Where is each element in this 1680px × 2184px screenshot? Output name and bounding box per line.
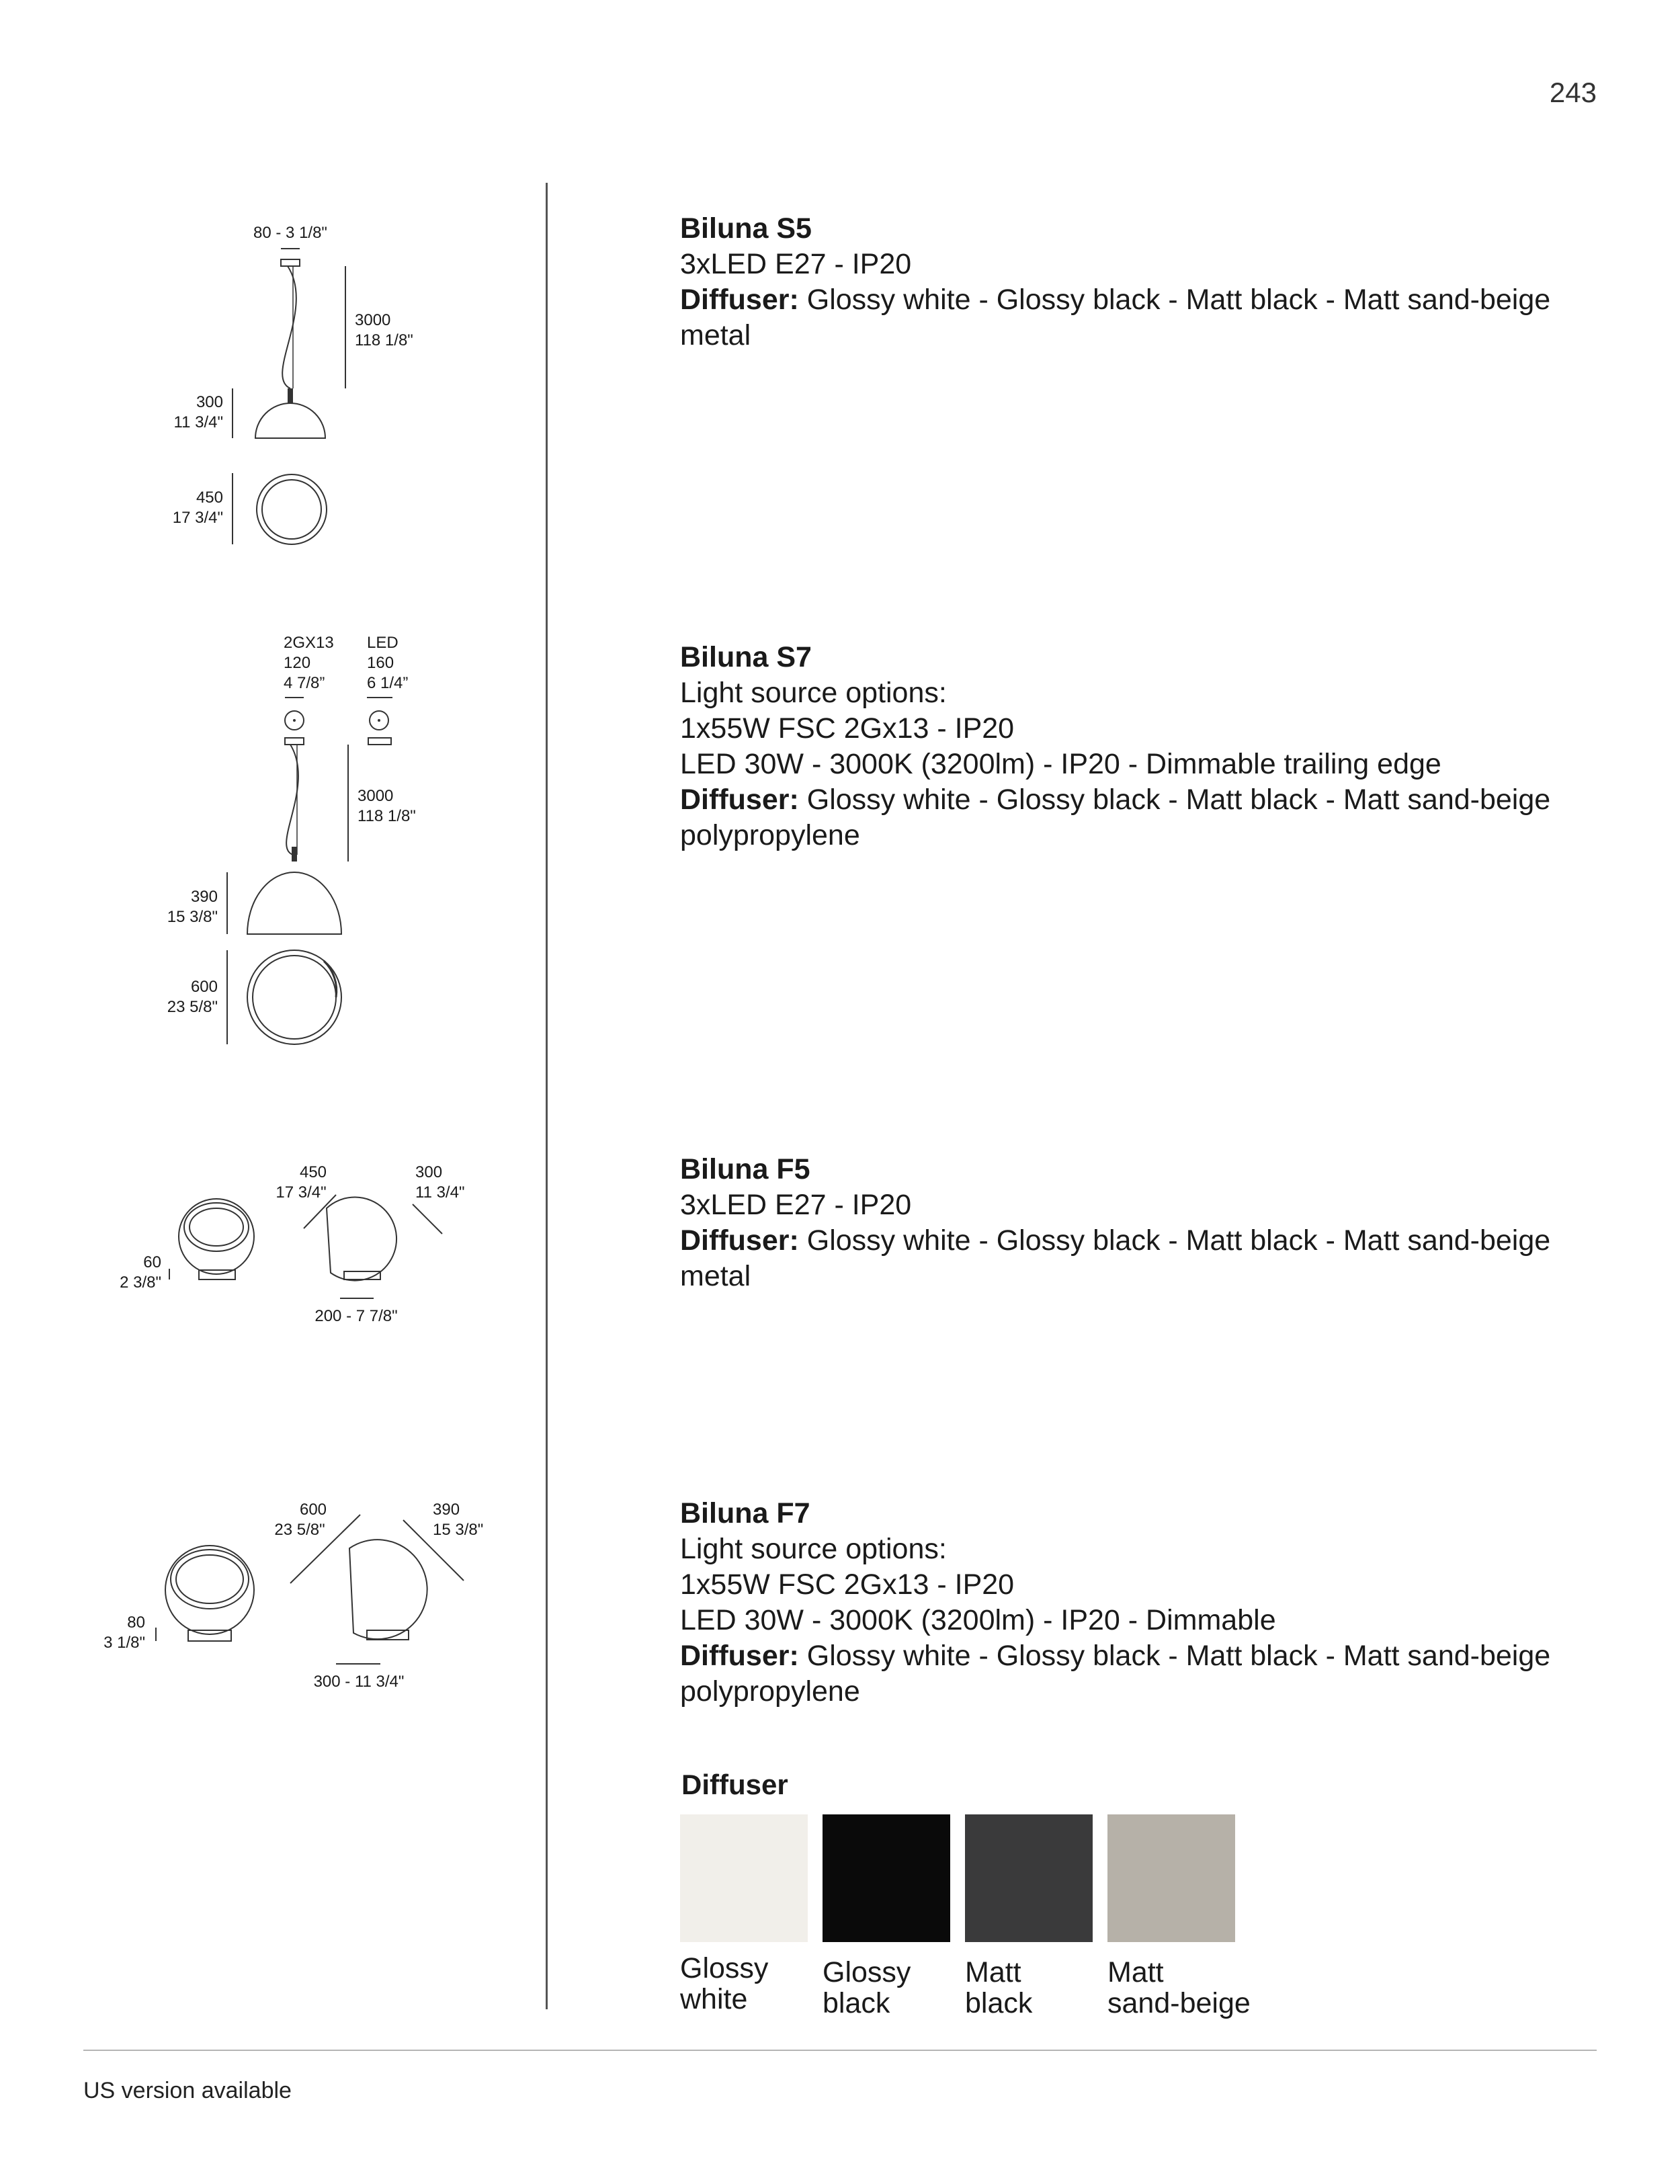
dim-f7-base-h-mm: 80 <box>127 1613 145 1632</box>
swatch-matt-sand-beige <box>1107 1814 1282 2019</box>
diffuser-line <box>680 1223 1607 1259</box>
product-biluna-s5 <box>680 211 1607 353</box>
dim-f7-diam-mm: 600 <box>299 1501 327 1519</box>
dim-s7-height-mm: 390 <box>190 888 218 906</box>
drawing-biluna-f5 <box>0 1142 538 1344</box>
dim-f5-base-h-in: 2 3/8" <box>120 1273 161 1292</box>
swatch-chip <box>1107 1814 1235 1942</box>
swatch-caption-line1: Glossy <box>680 1952 769 1984</box>
dim-f5-diam-in: 17 3/4" <box>276 1183 327 1202</box>
diffuser-label: Diffuser: <box>680 1640 799 1672</box>
material: metal <box>680 1260 751 1292</box>
dim-s7-opt2-mm: 160 <box>367 654 394 672</box>
spec-line: 3xLED E27 - IP20 <box>680 248 912 280</box>
diffuser-line <box>680 782 1607 818</box>
diffuser-text: Glossy white - Glossy black - Matt black - Matt sand-beige <box>806 784 1551 816</box>
dim-s7-diam-in: 23 5/8" <box>167 998 218 1016</box>
dim-f7-base-h-in: 3 1/8" <box>103 1634 145 1652</box>
diffuser-line <box>680 1638 1607 1674</box>
column-divider <box>546 183 548 2009</box>
dim-f5-diam-mm: 450 <box>299 1163 327 1181</box>
swatch-chip <box>680 1814 808 1942</box>
page-number: 243 <box>1549 77 1597 108</box>
swatch-matt-black <box>965 1814 1093 2019</box>
product-name: Biluna S5 <box>680 212 812 245</box>
product-name: Biluna F5 <box>680 1153 810 1185</box>
dim-s7-opt2-in: 6 1/4” <box>367 674 409 692</box>
dim-s7-opt1-mm: 120 <box>284 654 311 672</box>
drawing-biluna-f7 <box>0 1478 538 1707</box>
dim-f7-base-w: 300 - 11 3/4" <box>313 1673 405 1691</box>
dim-s7-opt2-name: LED <box>367 634 398 652</box>
dim-s5-height-mm: 300 <box>196 393 223 411</box>
swatch-caption-line1: Matt <box>965 1956 1021 1988</box>
diffuser-label: Diffuser: <box>680 284 799 316</box>
dim-f5-height-in: 11 3/4" <box>415 1183 465 1202</box>
material: polypropylene <box>680 1675 860 1708</box>
diffuser-section-title: Diffuser <box>681 1769 788 1800</box>
swatch-chip <box>965 1814 1093 1942</box>
product-biluna-f5 <box>680 1152 1607 1294</box>
swatch-chip <box>823 1814 950 1942</box>
spec-line: LED 30W - 3000K (3200lm) - IP20 - Dimmable trailing edge <box>680 748 1441 780</box>
product-name: Biluna F7 <box>680 1497 810 1529</box>
diffuser-line <box>680 282 1607 318</box>
diffuser-label: Diffuser: <box>680 1224 799 1257</box>
dim-f7-diam-in: 23 5/8" <box>274 1521 325 1539</box>
swatch-glossy-black <box>823 1814 950 2019</box>
swatch-caption <box>823 1957 950 2019</box>
dim-s5-cable-in: 118 1/8" <box>355 331 413 349</box>
spec-line: 3xLED E27 - IP20 <box>680 1189 912 1221</box>
material: metal <box>680 319 751 351</box>
dim-f5-base-w: 200 - 7 7/8" <box>314 1307 398 1325</box>
dim-s5-cable-mm: 3000 <box>355 311 391 329</box>
dim-f7-height-in: 15 3/8" <box>433 1521 484 1539</box>
diffuser-label: Diffuser: <box>680 784 799 816</box>
swatch-caption-line1: Matt <box>1107 1956 1164 1988</box>
footer-divider <box>83 2050 1597 2051</box>
dim-s7-diam-mm: 600 <box>190 978 218 996</box>
dim-s7-opt1-name: 2GX13 <box>284 634 334 652</box>
spec-line: 1x55W FSC 2Gx13 - IP20 <box>680 1568 1015 1601</box>
product-name: Biluna S7 <box>680 641 812 673</box>
dim-s5-height-in: 11 3/4" <box>173 413 223 431</box>
spec-line: Light source options: <box>680 677 947 709</box>
swatch-caption <box>1107 1957 1282 2019</box>
dim-s5-canopy: 80 - 3 1/8" <box>253 224 327 242</box>
dim-s5-diam-in: 17 3/4" <box>172 509 223 527</box>
drawing-biluna-s7 <box>0 625 538 1055</box>
drawing-biluna-s5 <box>0 202 538 551</box>
spec-line: 1x55W FSC 2Gx13 - IP20 <box>680 712 1015 745</box>
swatch-caption <box>680 1953 808 2015</box>
diffuser-text: Glossy white - Glossy black - Matt black - Matt sand-beige <box>806 1640 1551 1672</box>
spec-line: LED 30W - 3000K (3200lm) - IP20 - Dimmable <box>680 1604 1276 1636</box>
diffuser-text: Glossy white - Glossy black - Matt black - Matt sand-beige <box>806 1224 1551 1257</box>
product-biluna-f7 <box>680 1496 1607 1710</box>
swatch-caption-line2: white <box>680 1983 748 2015</box>
dim-f5-base-h-mm: 60 <box>143 1253 161 1271</box>
dim-s7-cable-mm: 3000 <box>358 787 394 805</box>
product-biluna-s7 <box>680 640 1607 853</box>
footer-note: US version available <box>83 2078 292 2103</box>
material: polypropylene <box>680 819 860 851</box>
swatch-caption-line2: black <box>823 1987 890 2019</box>
swatch-caption <box>965 1957 1093 2019</box>
dim-f5-height-mm: 300 <box>415 1163 443 1181</box>
spec-line: Light source options: <box>680 1533 947 1565</box>
dim-s7-height-in: 15 3/8" <box>167 908 218 926</box>
swatch-caption-line1: Glossy <box>823 1956 911 1988</box>
swatch-glossy-white <box>680 1814 808 2015</box>
diffuser-text: Glossy white - Glossy black - Matt black - Matt sand-beige <box>806 284 1551 316</box>
dim-s7-opt1-in: 4 7/8” <box>284 674 325 692</box>
dim-s5-diam-mm: 450 <box>196 489 223 507</box>
dim-s7-cable-in: 118 1/8" <box>358 807 416 825</box>
swatch-caption-line2: black <box>965 1987 1033 2019</box>
dim-f7-height-mm: 390 <box>433 1501 460 1519</box>
swatch-caption-line2: sand-beige <box>1107 1987 1251 2019</box>
